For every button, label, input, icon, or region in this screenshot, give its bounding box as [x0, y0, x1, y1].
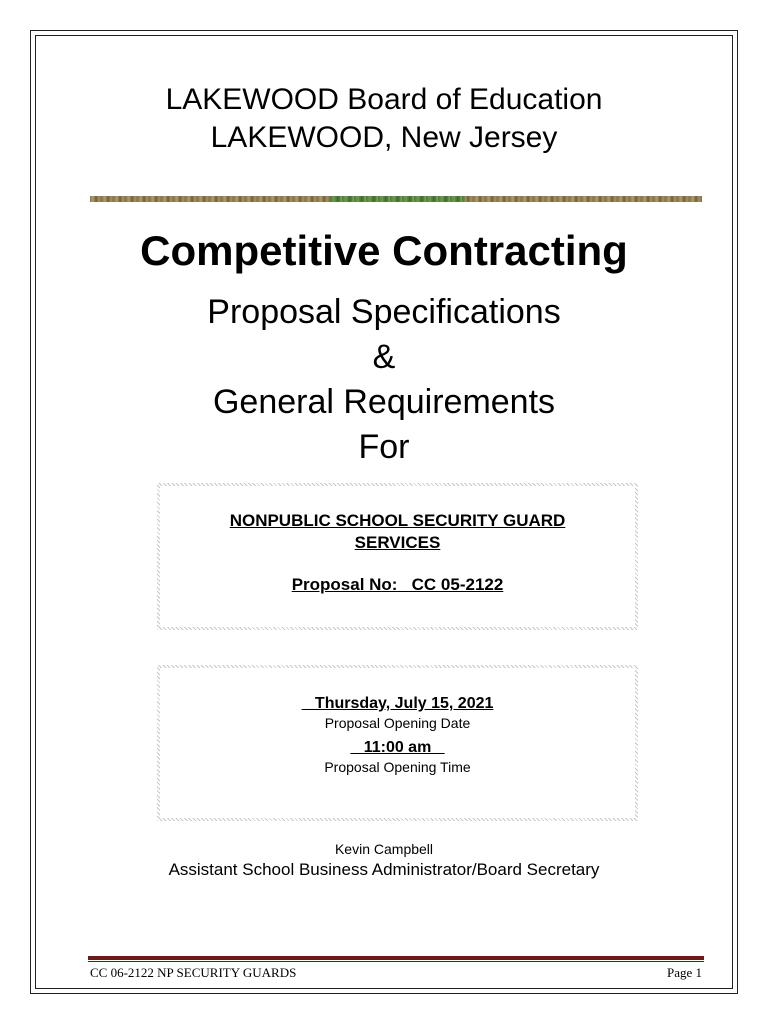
signer-name: Kevin Campbell — [334, 841, 434, 857]
subtitle-line-3: General Requirements — [212, 383, 556, 421]
opening-time: 11:00 am — [350, 739, 445, 756]
subtitle-section — [35, 290, 733, 470]
footer-document-id: CC 06-2122 NP SECURITY GUARDS — [90, 965, 297, 980]
document-title: Competitive Contracting — [140, 227, 628, 274]
decorative-divider-center — [330, 196, 465, 202]
header — [35, 81, 733, 157]
header-organization: LAKEWOOD Board of Education — [165, 83, 603, 116]
footer-rule — [88, 956, 704, 960]
proposal-number: Proposal No: CC 05-2122 — [291, 575, 504, 594]
proposal-box — [157, 483, 638, 630]
opening-box — [157, 665, 638, 821]
service-name-line-1: NONPUBLIC SCHOOL SECURITY GUARD — [229, 511, 566, 530]
opening-date-label: Proposal Opening Date — [324, 715, 471, 731]
signature-block — [35, 840, 733, 881]
footer-rule-thin — [88, 961, 704, 962]
footer-page-number: Page 1 — [666, 965, 702, 980]
subtitle-line-2: & — [372, 338, 396, 376]
opening-time-label: Proposal Opening Time — [324, 759, 471, 775]
title-section — [35, 226, 733, 276]
opening-date: Thursday, July 15, 2021 — [301, 695, 494, 712]
header-location: LAKEWOOD, New Jersey — [210, 121, 558, 154]
subtitle-line-4: For — [358, 428, 410, 466]
service-name-line-2: SERVICES — [354, 533, 441, 552]
signer-title: Assistant School Business Administrator/Board Secretary — [168, 860, 600, 879]
subtitle-line-1: Proposal Specifications — [207, 293, 561, 331]
